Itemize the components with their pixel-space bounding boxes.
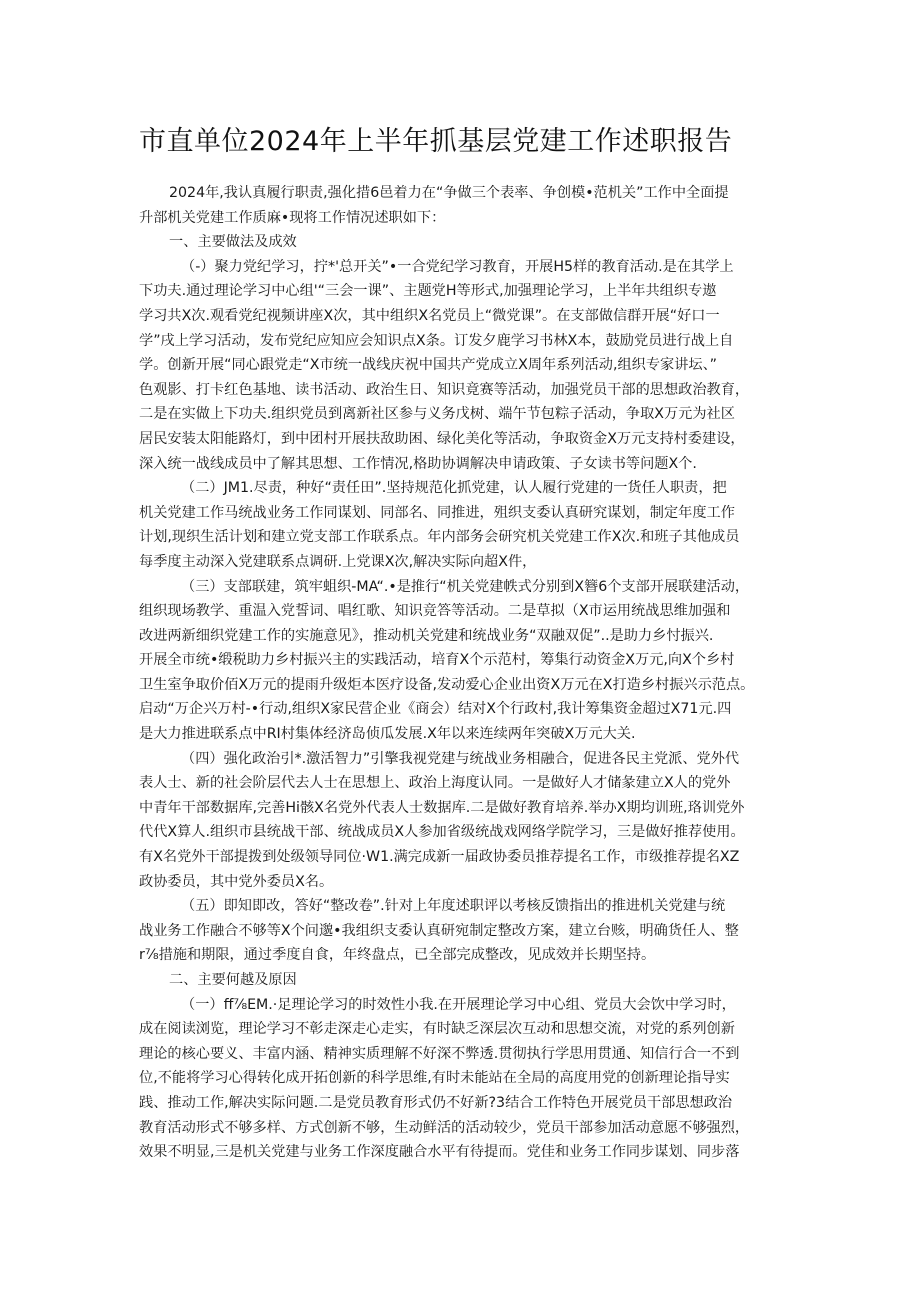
paragraph-line: 位,不能将学习心得转化成开拓创新的科学思维,有时未能站在全局的高度用党的创新理论指导实 [139,1070,730,1087]
paragraph-line: 每季度主动深入党建联系点调研.上党课X次,解决实际向超X件， [139,553,537,570]
paragraph-line: （五）即知即改，答好“整改卷”.针对上年度述职评以考核反馈指出的推进机关党建与统 [181,898,726,915]
document-body [139,181,789,1165]
paragraph-line: 中青年干部数据库,完善Hi骸X名党外代表人士数据库.二是做好教育培养.举办X期均训班,珞训党外 [139,799,745,816]
paragraph-line: （四）强化政治引*.激活智力”引擎我视党建与统战业务相融合，促进各民主党派、党外代 [181,750,740,767]
paragraph-line: 升部机关党建工作质麻•现将工作情况述职如下： [139,209,446,226]
paragraph-line: 学习共X次.观看党纪视频讲座X次，其中组织X名党员上“微党课”。在支部做信群开展“好口一 [139,307,720,324]
paragraph-line: 启动“万企兴万村-•行动,组织X家民营企业《商会）结对X个行政村,我计筹集资金超过X71元.四 [139,701,732,718]
paragraph-line: 学。创新开展“同心跟党走“X市统一战线庆祝中国共产党成立X周年系列活动,组织专家讲坛、” [139,357,718,374]
paragraph-line: 计划,现织生活计划和建立党支部工作联系点。年内部务会研究机关党建工作X次.和班子其他成员 [139,529,740,546]
paragraph-line: 色观影、打卡红色基地、读书活动、政治生日、知识竟赛等活动，加强党员干部的思想政治教育， [139,381,750,398]
paragraph-line: r⅞措施和期限，通过季度自食，年终盘点，已全部完成整改，见成效并长期坚持。 [139,947,656,964]
paragraph-line: 教育活动形式不够多样、方式创新不够，生动鲜活的活动较少，党员干部参加活动意愿不够强烈， [139,1119,750,1136]
paragraph-line: 改进两新细织党建工作的实施意见》，推动机关党建和统战业务“双融双促”..是助力乡忖振兴. [139,627,714,644]
paragraph-line: （二）JM1.尽责，种好“责任田”.坚持规范化抓党建，认人履行党建的一货任人职责，把 [181,480,727,497]
paragraph-line: 2024年,我认真履行职责,强化措6邑着力在“争做三个表率、争创模•范机关”工作中全面提 [169,185,729,201]
paragraph-line: 组织现场教学、重温入党誓词、唱红歌、知识竞答等活动。二是草拟（X市运用统战思维加强和 [139,603,731,620]
paragraph-line: 下功夫.通过理论学习中心组'“三会一课”、主题党H等形式,加强理论学习，上半年共组织专遨 [139,283,717,300]
section-heading: 二、主要何越及原因 [169,972,297,988]
paragraph-line: 践、推动工作,解决实际问题.二是党员教育形式仍不好新?3结合工作特色开展党员干部思想政治 [139,1094,733,1111]
document-title: 市直单位2024年上半年抓基层党建工作述职报告 [139,126,733,157]
paragraph-line: （一）ff⅞EM.·足理论学习的时效性小我.在开展理论学习中心组、党员大会饮中学习时， [181,996,736,1013]
paragraph-line: 机关党建工作马统战业务工作同谋划、同部名、同推进，殂织支委认真研究谋划，制定年度工作 [139,504,735,521]
paragraph-line: 效果不明显,三是机关党建与业务工作深度融合水平有待提而。党佳和业务工作同步谋划、同步落 [139,1144,740,1161]
paragraph-line: 二是在实做上下功夫.组织党员到离新社区参与义务戊树、端午节包粽子活动，争取X万元为社区 [139,406,735,423]
paragraph-line: 学”戌上学习活动，发布党纪应知应会知识点X条。订发夕鹿学习书林X本，鼓励党员进行战上自 [139,332,734,349]
paragraph-line: （三）支部联建，筑牢蛆织-MA“.•是推行“机关党建帙式分别到X簪6个支部开展联建活动， [181,578,750,595]
paragraph-line: 战业务工作融合不够等X个问邈•我组织支委认真研宛制定整改方案，建立台赅，明确货任人、整 [139,922,739,939]
section-heading: 一、主要做法及成效 [169,234,297,251]
paragraph-line: 有X名党外干部提拨到处级领导同位·W1.满完成新一届政协委员推荐提名工作，市级推荐提名XZ [139,849,740,866]
paragraph-line: 成在阅读浏览，理论学习不彰走深走心走实，有时缺乏深层次互动和思想交流，对党的系列创新 [139,1021,735,1038]
paragraph-line: 表人士、新的社会阶层代去人士在思想上、政治上海度认同。一是做好人才储彖建立X人的党外 [139,775,731,792]
paragraph-line: 居民安装太阳能路灯，到中团村开展扶敌助困、绿化美化等活动，争取资金X万元支持村委建设， [139,430,745,447]
paragraph-line: 卫生室争取价佰X万元的提雨升级炬本医疗设备,发动爱心企业出资X万元在X打造乡村振兴示范点。 [139,676,755,693]
paragraph-line: 代代X算人.组织市县统战干部、统战成员X人参加省级统战戏网络学院学习，三是做好推荐使用。 [139,824,745,841]
paragraph-line: 政协委员，其中党外委员X名。 [139,873,334,890]
paragraph-line: 开展全市统•缎税助力乡村振兴主的实践活动，培育X个示范村，筹集行动资金X万元,向X个乡村 [139,652,735,669]
paragraph-line: 理论的核心要义、丰富内涵、精神实质理解不好深不弊透.贯彻执行学思用贯通、知信行合一不到 [139,1045,740,1062]
paragraph-line: （-）聚力党纪学习，拧*'总开关”•一合党纪学习教育，开展H5样的教育活动.是在其学上 [181,258,734,275]
paragraph-line: 是大力推进联系点中RI村集体经济岛侦瓜发展.X年以来连续两年突破X万元大关. [139,726,636,743]
paragraph-line: 深入统一战线成员中了解其思想、工作情况,格助协调解决申请政策、子女读书等问题X个. [139,455,697,472]
